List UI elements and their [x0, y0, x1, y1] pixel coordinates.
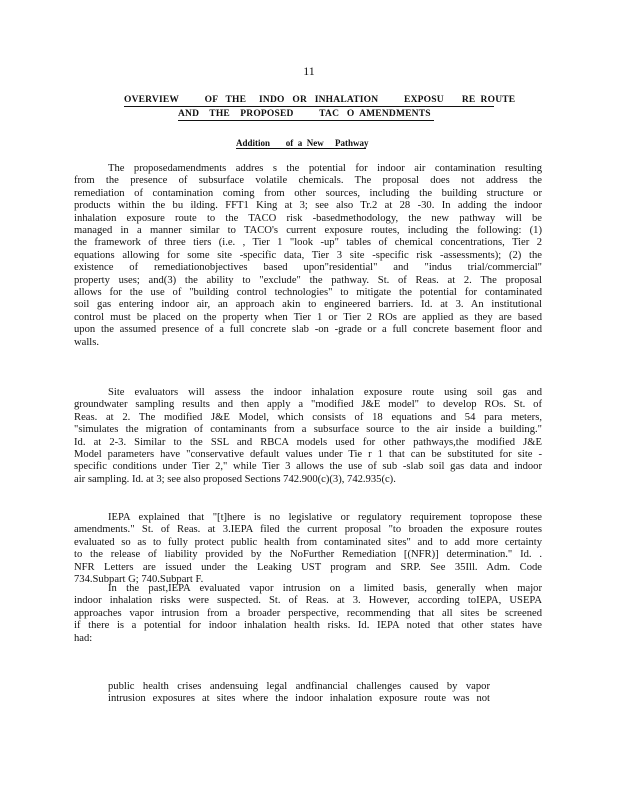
- text-line: NFR Letters are issued under the Leaking UST program and SRP. See 35Ill. Adm. Code: [74, 561, 542, 573]
- text-line: inhalation exposure route to the TACO risk -basedmethodology, the new pathway will be: [74, 212, 542, 224]
- text-line: "simulates the migration of contaminants from a subsurface source to the air inside a building.": [74, 424, 542, 436]
- text-line: if there is a potential for indoor inhalation health risks. Id. IEPA noted that other states have: [74, 620, 542, 632]
- text-line: amendments." St. of Reas. at 3.IEPA filed the current proposal "to broaden the exposure routes: [74, 524, 542, 536]
- text-line: air sampling. Id. at 3; see also proposed Sections 742.900(c)(3), 742.935(c).: [74, 473, 396, 485]
- text-line: indoor inhalation risks were suspected. St. of Reas. at 3. However, according toIEPA, USEPA: [74, 595, 542, 607]
- text-line: Id. at 2-3. Similar to the SSL and RBCA models used for other pathways,the modified J&E: [74, 436, 542, 448]
- text-line: managed in a manner similar to TACO's current exposure routes, including the following: (1): [74, 225, 542, 237]
- text-line: intrusion exposures at sites where the indoor inhalation exposure route was not: [108, 693, 490, 705]
- text-line: 734.Subpart G; 740.Subpart F.: [74, 574, 204, 586]
- text-line: specific conditions under Tier 2," while Tier 3 allows the use of sub -slab soil gas data and indoor: [74, 461, 542, 473]
- text-line: groundwater sampling results and then apply a "modified J&E model" to develop ROs. St. of: [74, 399, 542, 411]
- text-line: evaluated so as to fully protect public health from contaminated sites" and to add more certainty: [74, 536, 542, 548]
- text-line: products within the bu ilding. FFT1 King at 3; see also Tr.2 at 28 -30. In adding the indoor: [74, 200, 542, 212]
- text-line: walls.: [74, 336, 100, 348]
- paragraph-site-evaluators: [74, 387, 542, 486]
- paragraph-in-the-past: [74, 583, 542, 645]
- text-line: approaches vapor intrusion from a broader perspective, recommending that all sites be screened: [74, 607, 542, 619]
- text-line: Site evaluators will assess the indoor inhalation exposure route using soil gas and: [108, 387, 542, 398]
- page-number: 11: [303, 64, 315, 78]
- text-line: In the past,IEPA evaluated vapor intrusion on a limited basis, generally when major: [108, 583, 542, 594]
- text-line: property uses; and(3) the ability to "exclude" the pathway. St. of Reas. at 2. The proposal: [74, 274, 542, 286]
- text-line: the framework of three tiers (i.e. , Tier 1 "look -up" tables of chemical concentrations, Tier 2: [74, 237, 542, 249]
- text-line: had:: [74, 632, 93, 644]
- text-line: remediation of contamination coming from other sources, including the building structure or: [74, 187, 542, 199]
- text-line: equations allowing for some site -specific data, Tier 3 site -specific risk -assessments); (2) the: [74, 249, 542, 261]
- text-line: allows for the use of "building control technologies" to mitigate the potential for contaminated: [74, 287, 542, 299]
- text-line: IEPA explained that "[t]here is no legislative or regulatory requirement topropose these: [108, 512, 542, 523]
- text-line: to the release of liability provided by the NoFurther Remediation [(NFR)] determination." Id. .: [74, 549, 542, 561]
- block-quote: [108, 681, 490, 706]
- text-line: control must be placed on the property when Tier 1 or Tier 2 ROs are applied as they are based: [74, 311, 542, 323]
- paragraph-iepa-explained: [74, 512, 542, 586]
- section-heading-line-1: OVERVIEW OF THE INDO OR INHALATION EXPOSU RE ROUTE: [124, 95, 516, 105]
- text-line: existence of remediationobjectives based upon"residential" and "indus trial/commercial": [74, 262, 542, 274]
- text-line: public health crises andensuing legal andfinancial challenges caused by vapor: [108, 681, 490, 692]
- text-line: Reas. at 2. The modified J&E Model, which consists of 18 equations and 54 para meters,: [74, 411, 542, 423]
- paragraph-addition-of-pathway: [74, 163, 542, 349]
- text-line: Model parameters have "conservative default values under Tie r 1 that can be substituted for site -: [74, 449, 542, 461]
- section-heading-line-2: AND THE PROPOSED TAC O AMENDMENTS: [178, 109, 434, 121]
- text-line: soil gas entering indoor air, an approach akin to engineered barriers. Id. at 3. An institutional: [74, 299, 542, 311]
- subsection-heading: Addition of a New Pathway: [236, 138, 369, 148]
- text-line: The proposedamendments addres s the potential for indoor air contamination resulting: [108, 163, 542, 174]
- text-line: upon the assumed presence of a full concrete slab -on -grade or a full concrete basement floor and: [74, 324, 542, 336]
- text-line: from the presence of subsurface volatile chemicals. The proposal does not address the: [74, 175, 542, 187]
